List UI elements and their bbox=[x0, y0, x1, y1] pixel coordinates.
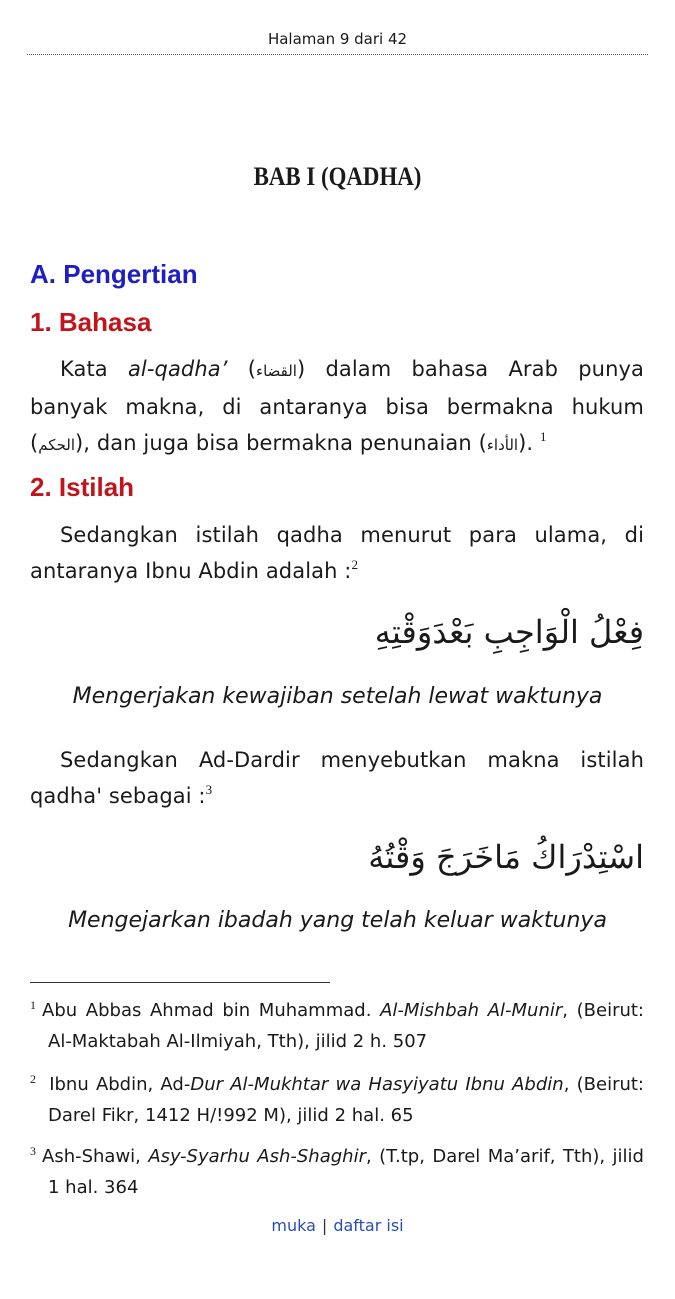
arabic-word-hukum: الحكم bbox=[38, 436, 75, 454]
text: ) dalam bahasa Arab punya banyak makna, di antaranya bisa bermakna hukum ( bbox=[30, 357, 644, 455]
text: ( bbox=[227, 357, 257, 381]
page-navigation bbox=[0, 1216, 675, 1235]
text: ). bbox=[518, 431, 540, 455]
footnote-divider bbox=[30, 982, 330, 983]
translation-ibnu-abdin: Mengerjakan kewajiban setelah lewat waktunya bbox=[72, 684, 603, 709]
subheading-bahasa: 1. Bahasa bbox=[30, 307, 152, 337]
footnote-number: 1 bbox=[30, 998, 36, 1012]
arabic-quote-ad-dardir: اسْتِدْرَاكُ مَاخَرَجَ وَقْتُهُ bbox=[368, 838, 644, 876]
text: Ibnu Abdin, Ad- bbox=[42, 1074, 191, 1095]
text: , (Beirut: Darel Fikr, 1412 H/!992 M), jilid 2 hal. 65 bbox=[48, 1074, 644, 1126]
page-indicator: Halaman 9 dari 42 bbox=[267, 30, 408, 48]
link-daftar-isi[interactable]: daftar isi bbox=[333, 1216, 404, 1235]
footnote-2 bbox=[30, 1069, 644, 1131]
footnote-ref-3[interactable]: 3 bbox=[205, 782, 213, 797]
term-al-qadha: al-qadha’ bbox=[127, 357, 228, 381]
paragraph-bahasa bbox=[30, 351, 644, 463]
footnote-1 bbox=[30, 995, 644, 1057]
section-heading-pengertian: A. Pengertian bbox=[30, 259, 198, 289]
paragraph-istilah bbox=[30, 517, 644, 589]
nav-separator: | bbox=[321, 1216, 328, 1235]
text: Abu Abbas Ahmad bin Muhammad. bbox=[42, 1000, 381, 1021]
link-muka[interactable]: muka bbox=[271, 1216, 316, 1235]
translation-ad-dardir: Mengejarkan ibadah yang telah keluar waktunya bbox=[68, 908, 607, 933]
text: Ash-Shawi, bbox=[42, 1146, 149, 1167]
text: Sedangkan Ad-Dardir menyebutkan makna istilah qadha' sebagai : bbox=[30, 748, 644, 808]
arabic-word-qadha: القضاء bbox=[256, 362, 297, 380]
footnote-ref-2[interactable]: 2 bbox=[351, 557, 359, 572]
page-header bbox=[27, 30, 648, 55]
arabic-word-ada: الأداء bbox=[486, 436, 519, 454]
book-title: Dur Al-Mukhtar wa Hasyiyatu Ibnu Abdin bbox=[190, 1074, 564, 1095]
footnote-number: 3 bbox=[30, 1144, 36, 1158]
book-title: Asy-Syarhu Ash-Shaghir bbox=[148, 1146, 366, 1167]
footnote-3 bbox=[30, 1141, 644, 1203]
footnote-number: 2 bbox=[30, 1072, 36, 1086]
text: , (T.tp, Darel Ma’arif, Tth), jilid 1 hal. 364 bbox=[48, 1146, 644, 1198]
subheading-istilah: 2. Istilah bbox=[30, 472, 135, 502]
text: Sedangkan istilah qadha menurut para ulama, di antaranya Ibnu Abdin adalah : bbox=[30, 523, 644, 583]
text: , (Beirut: Al-Maktabah Al-Ilmiyah, Tth), jilid 2 h. 507 bbox=[48, 1000, 644, 1052]
text: Kata bbox=[60, 357, 128, 381]
paragraph-ad-dardir bbox=[30, 742, 644, 814]
book-title: Al-Mishbah Al-Munir bbox=[380, 1000, 563, 1021]
footnote-ref-1[interactable]: 1 bbox=[539, 429, 547, 444]
text: ), dan juga bisa bermakna penunaian ( bbox=[74, 431, 487, 455]
arabic-quote-ibnu-abdin: فِعْلُ الْوَاجِبِ بَعْدَوَقْتِهِ bbox=[374, 613, 644, 651]
chapter-title: BAB I (QADHA) bbox=[253, 162, 422, 191]
